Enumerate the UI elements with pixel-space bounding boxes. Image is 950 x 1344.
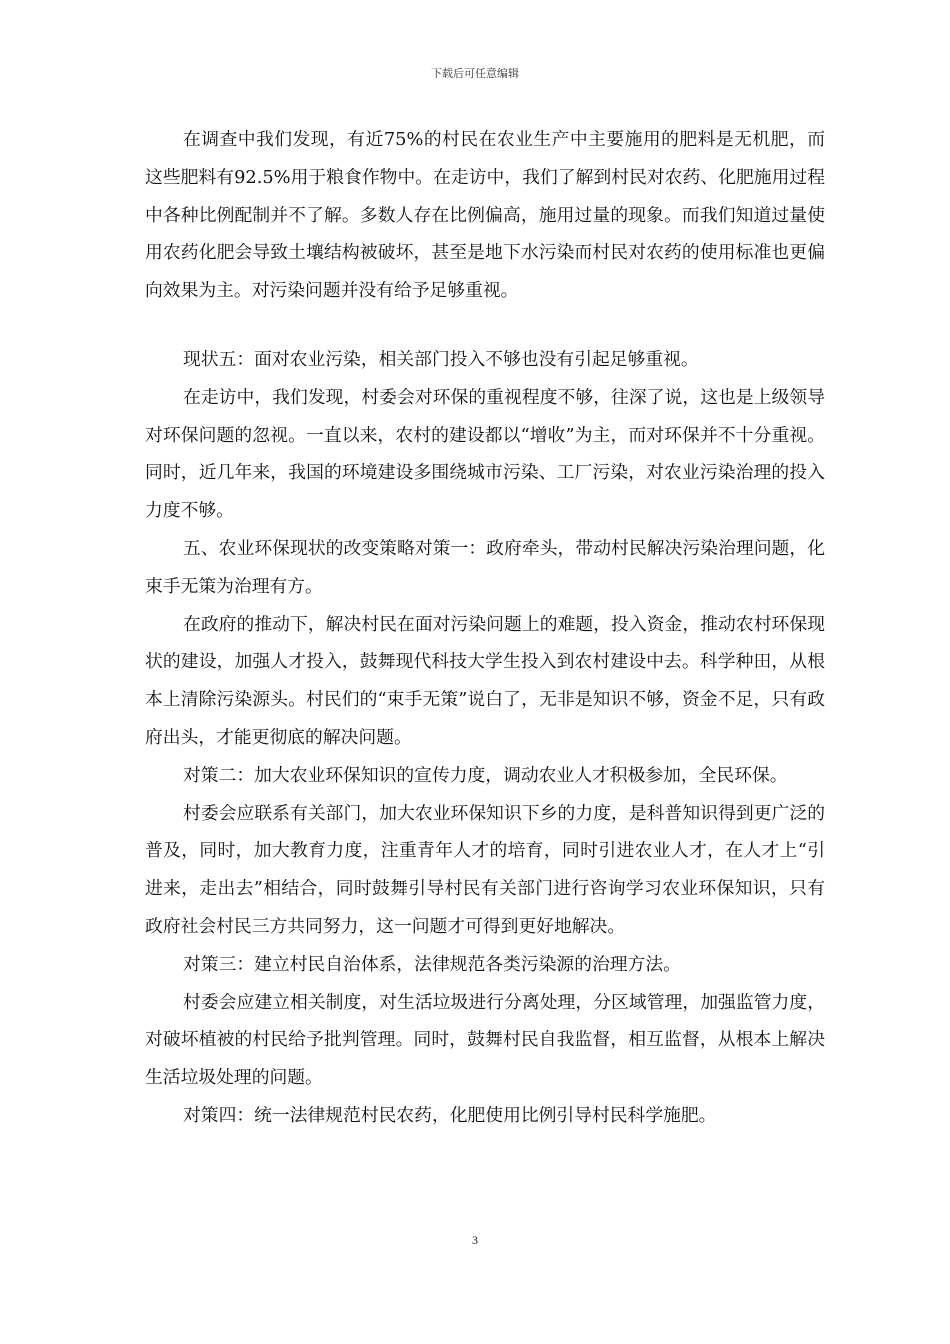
paragraph-village-committee: 在走访中，我们发现，村委会对环保的重视程度不够，往深了说，这也是上级领导对环保问题的忽视。一直以来，农村的建设都以“增收”为主，而对环保并不十分重视。同时，近几年来，我国的环境建设多围绕城市污染、工厂污染，对农业污染治理的投入力度不够。 (145, 386, 825, 522)
paragraph-strategy-three: 对策三：建立村民自治体系，法律规范各类污染源的治理方法。 (183, 953, 681, 975)
paragraph-waste-management: 村委会应建立相关制度，对生活垃圾进行分离处理，分区域管理，加强监管力度，对破坏植被的村民给予批判管理。同时，鼓舞村民自我监督，相互监督，从根本上解决生活垃圾处理的问题。 (145, 991, 825, 1089)
paragraph-knowledge-promotion: 村委会应联系有关部门，加大农业环保知识下乡的力度，是科普知识得到更广泛的普及，同时，加大教育力度，注重青年人才的培育，同时引进农业人才，在人才上“引进来，走出去”相结合，同时鼓舞引导村民有关部门进行咨询学习农业环保知识，只有政府社会村民三方共同努力，这一问题才可得到更好地解决。 (145, 802, 825, 937)
paragraph-status-five: 现状五：面对农业污染，相关部门投入不够也没有引起足够重视。 (183, 348, 699, 370)
page-number: 3 (472, 1233, 478, 1247)
paragraph-section-five-strategy-one: 五、农业环保现状的改变策略对策一：政府牵头，带动村民解决污染治理问题，化束手无策为治理有方。 (145, 537, 825, 597)
paragraph-fertilizer-survey: 在调查中我们发现，有近75%的村民在农业生产中主要施用的肥料是无机肥，而这些肥料有92.5%用于粮食作物中。在走访中，我们了解到村民对农药、化肥施用过程中各种比例配制并不了解。多数人存在比例偏高，施用过量的现象。而我们知道过量使用农药化肥会导致土壤结构被破坏，甚至是地下水污染而村民对农药的使用标准也更偏向效果为主。对污染问题并没有给予足够重视。 (145, 129, 825, 302)
paragraph-strategy-four: 对策四：统一法律规范村民农药，化肥使用比例引导村民科学施肥。 (183, 1104, 717, 1126)
paragraph-strategy-two: 对策二：加大农业环保知识的宣传力度，调动农业人才积极参加，全民环保。 (183, 764, 788, 786)
paragraph-government-push: 在政府的推动下，解决村民在面对污染问题上的难题，投入资金，推动农村环保现状的建设，加强人才投入，鼓舞现代科技大学生投入到农村建设中去。科学种田，从根本上清除污染源头。村民们的“束手无策”说白了，无非是知识不够，资金不足，只有政府出头，才能更彻底的解决问题。 (145, 613, 825, 748)
page-header: 下载后可任意编辑 (431, 67, 519, 80)
document-body (145, 121, 825, 1135)
